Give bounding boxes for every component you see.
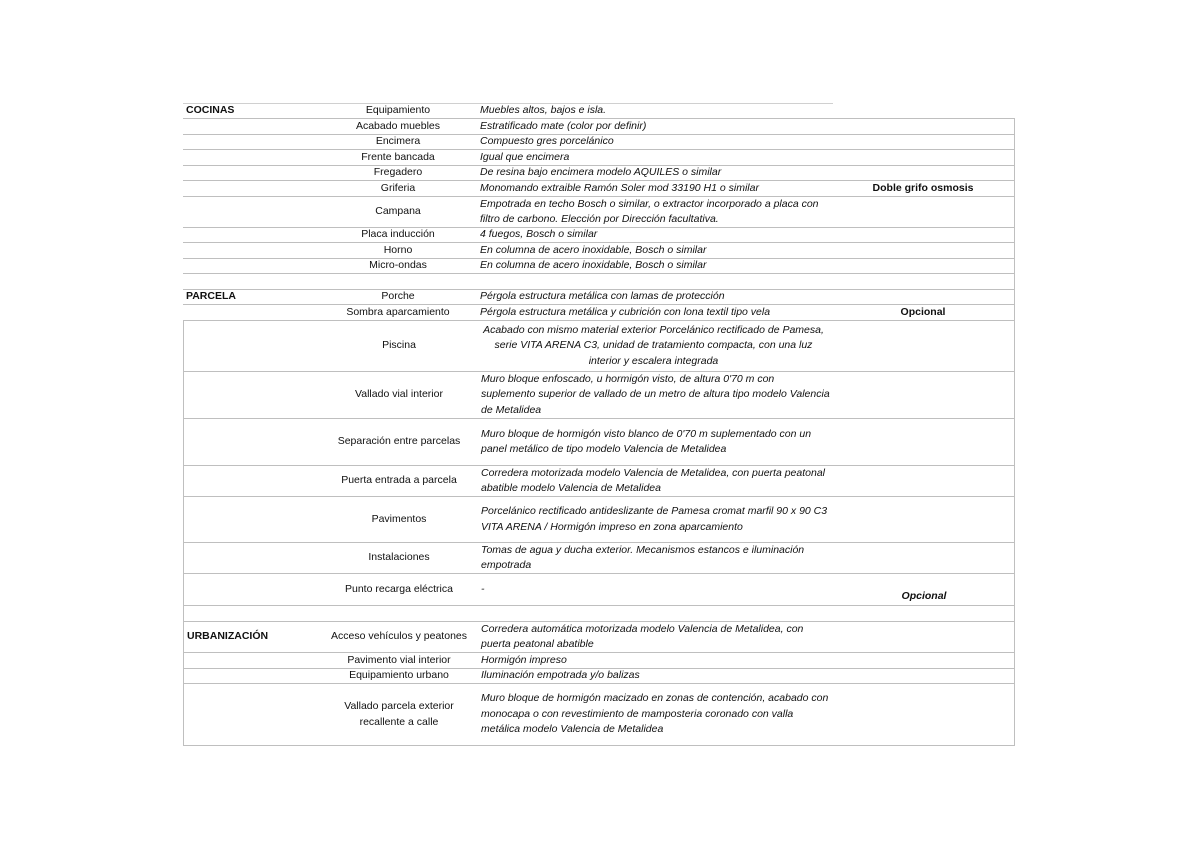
item-description: Muebles altos, bajos e isla.	[480, 104, 607, 117]
table-row	[183, 227, 1015, 242]
item-description: De resina bajo encimera modelo AQUILES o similar	[480, 166, 722, 179]
table-row	[183, 465, 1015, 496]
item-description: Porcelánico rectificado antideslizante de Pamesa cromat marfil 90 x 90 C3 VITA ARENA / Hormigón impreso en zona aparcamiento	[481, 505, 828, 533]
item-description: En columna de acero inoxidable, Bosch o similar	[480, 259, 707, 272]
table-row	[183, 621, 1015, 652]
item-label: Vallado vial interior	[355, 388, 443, 401]
item-label: Instalaciones	[368, 551, 430, 564]
item-description: Tomas de agua y ducha exterior. Mecanismos estancos e iluminación empotrada	[481, 543, 805, 571]
item-label: Punto recarga eléctrica	[345, 582, 453, 595]
item-label: Acceso vehículos y peatones	[331, 630, 467, 643]
item-label: Sombra aparcamiento	[346, 305, 450, 318]
item-label: Encimera	[375, 135, 421, 148]
item-description: En columna de acero inoxidable, Bosch o similar	[480, 243, 707, 256]
item-label: Acabado muebles	[355, 119, 441, 132]
item-description: Pérgola estructura metálica con lamas de protección	[480, 290, 725, 303]
item-label: Porche	[381, 290, 415, 303]
table-row	[183, 668, 1015, 683]
table-row	[183, 242, 1015, 258]
spacer-row	[183, 273, 1015, 289]
item-note: Opcional	[901, 589, 947, 602]
table-row	[183, 180, 1015, 196]
table-row	[183, 304, 1015, 320]
table-row	[183, 496, 1015, 542]
item-label: Pavimentos	[371, 512, 427, 525]
item-description: Corredera motorizada modelo Valencia de Metalidea, con puerta peatonal abatible modelo Valencia de Metalidea	[481, 466, 825, 494]
table-row	[183, 289, 1015, 304]
item-description: Corredera automática motorizada modelo Valencia de Metalidea, con puerta peatonal abatible	[481, 622, 804, 650]
section-title-parcela: PARCELA	[186, 290, 236, 303]
item-description: Estratificado mate (color por definir)	[480, 119, 647, 132]
item-description: Muro bloque de hormigón visto blanco de 0'70 m suplementado con un panel metálico de tipo modelo Valencia de Metalidea	[481, 427, 812, 455]
item-label: Fregadero	[373, 166, 423, 179]
table-row	[183, 371, 1015, 418]
item-description: Compuesto gres porcelánico	[480, 135, 614, 148]
table-row	[183, 683, 1015, 746]
table-row	[183, 118, 1015, 134]
item-label: Piscina	[382, 339, 416, 352]
item-label: Pavimento vial interior	[347, 653, 451, 666]
item-label: Separación entre parcelas	[337, 435, 461, 448]
item-label: Puerta entrada a parcela	[341, 474, 457, 487]
item-description: 4 fuegos, Bosch o similar	[480, 228, 598, 241]
item-description: Iluminación empotrada y/o balizas	[481, 669, 640, 682]
table-row	[183, 103, 833, 118]
item-label: Vallado parcela exterior recallente a calle	[344, 700, 454, 728]
spacer-row	[183, 605, 1015, 621]
item-description: Empotrada en techo Bosch o similar, o extractor incorporado a placa con filtro de carbono. Elección por Dirección facultativa.	[480, 197, 819, 225]
item-note: Opcional	[900, 305, 946, 318]
item-description: Igual que encimera	[480, 150, 570, 163]
table-row	[183, 258, 1015, 273]
item-description: Hormigón impreso	[481, 653, 567, 666]
item-label: Micro-ondas	[369, 259, 427, 272]
item-label: Griferia	[380, 181, 416, 194]
item-description: Monomando extraible Ramón Soler mod 33190 H1 o similar	[480, 181, 759, 194]
table-row	[183, 573, 1015, 605]
item-label: Equipamiento	[365, 104, 431, 117]
item-description: Acabado con mismo material exterior Porcelánico rectificado de Pamesa, serie VITA ARENA C3, unidad de tratamiento compacta, con una luz interior y escalera integrada	[483, 323, 824, 367]
item-description: Muro bloque de hormigón macizado en zonas de contención, acabado con monocapa o con revestimiento de mamposteria coronado con valla metálica modelo Valencia de Metalidea	[481, 692, 829, 736]
table-row	[183, 134, 1015, 149]
table-row	[183, 320, 1015, 371]
item-description: Muro bloque enfoscado, u hormigón visto, de altura 0'70 m con suplemento superior de vallado de un metro de altura tipo modelo Valencia de Metalidea	[481, 372, 830, 416]
section-title-urbanizacion: URBANIZACIÓN	[187, 630, 269, 643]
table-row	[183, 165, 1015, 180]
item-description: Pérgola estructura metálica y cubrición con lona textil tipo vela	[480, 305, 771, 318]
item-note: Doble grifo osmosis	[872, 181, 974, 194]
item-label: Horno	[383, 243, 413, 256]
item-label: Frente bancada	[361, 150, 435, 163]
table-row	[183, 196, 1015, 227]
table-row	[183, 418, 1015, 465]
item-label: Placa inducción	[361, 228, 435, 241]
table-row	[183, 542, 1015, 573]
item-label: Campana	[375, 205, 421, 218]
item-description: -	[481, 582, 485, 595]
table-row	[183, 652, 1015, 668]
item-label: Equipamiento urbano	[349, 669, 449, 682]
section-title-cocinas: COCINAS	[186, 104, 235, 117]
table-row	[183, 149, 1015, 165]
